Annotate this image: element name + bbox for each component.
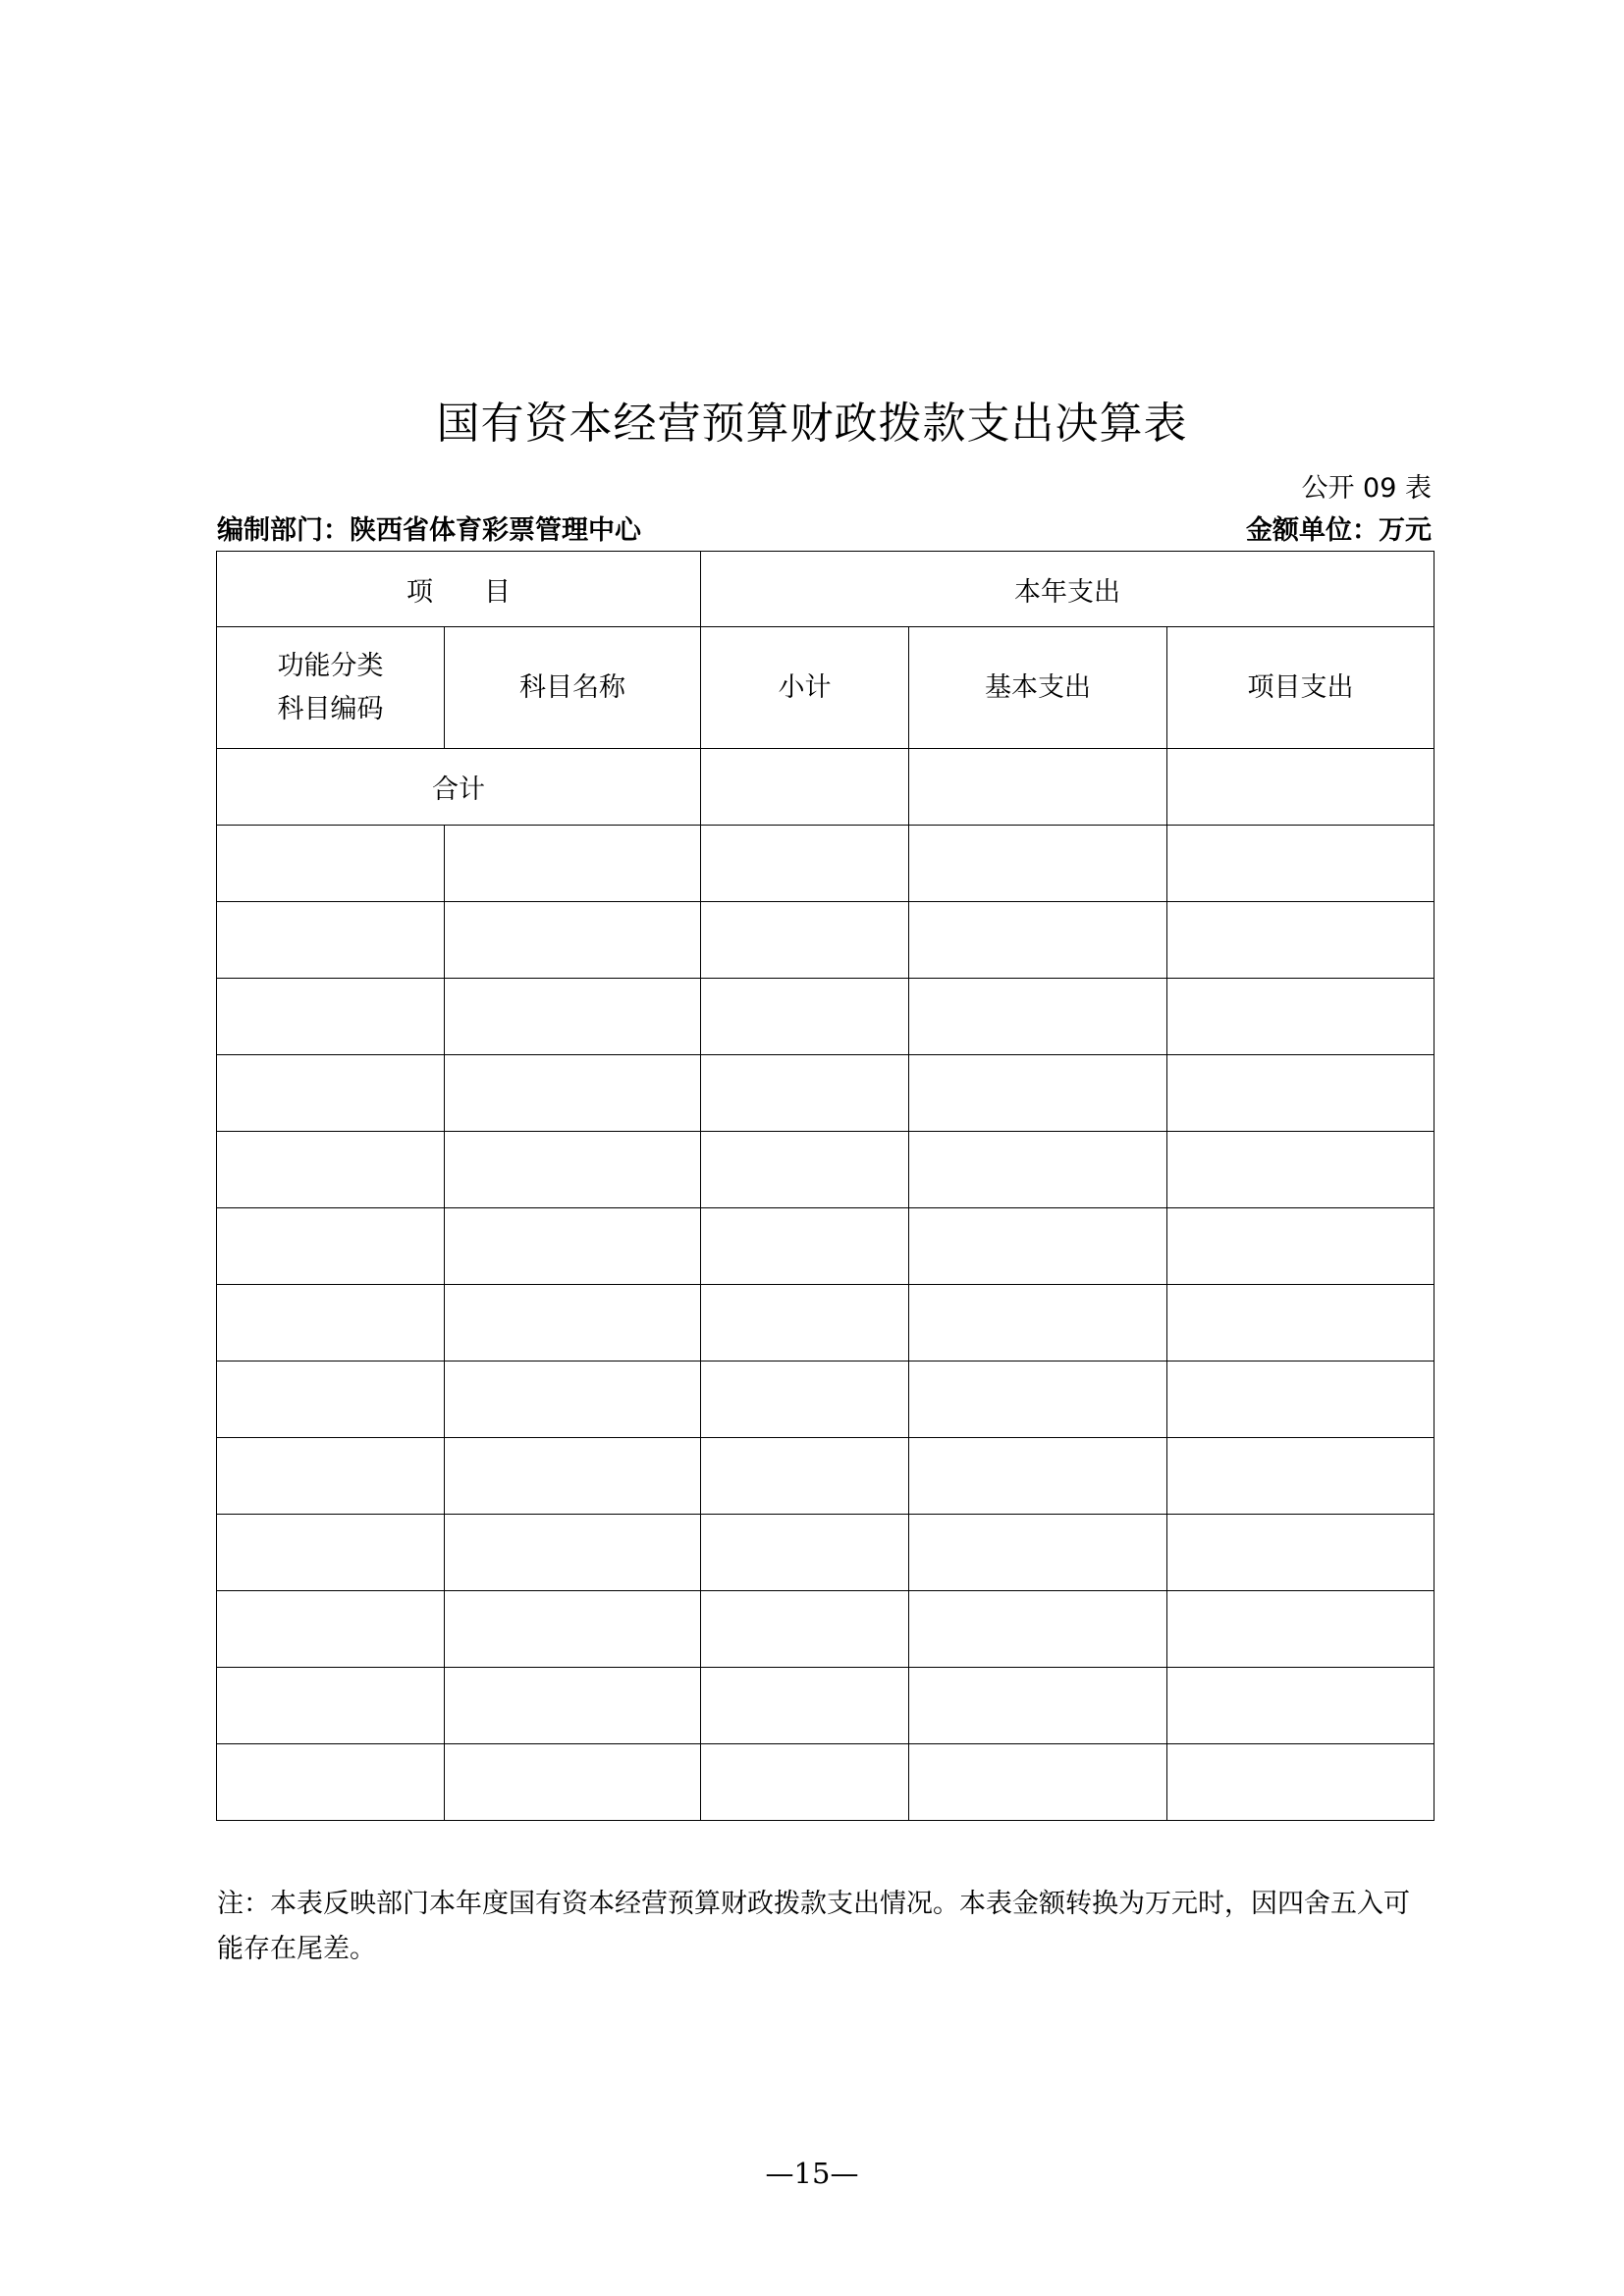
total-project-cell (1167, 749, 1435, 826)
header-current-year: 本年支出 (701, 552, 1435, 627)
basic-cell (909, 1591, 1167, 1668)
basic-cell (909, 1668, 1167, 1744)
project-cell (1167, 1744, 1435, 1821)
page-title: 国有资本经营预算财政拨款支出决算表 (436, 399, 1188, 449)
table-row (217, 1208, 1435, 1285)
table-row (217, 1515, 1435, 1591)
name-cell (445, 902, 701, 979)
col-basic-header: 基本支出 (909, 627, 1167, 749)
project-cell (1167, 902, 1435, 979)
project-cell (1167, 1285, 1435, 1362)
subtotal-cell (701, 1055, 909, 1132)
col-code-line2: 科目编码 (277, 693, 384, 724)
name-cell (445, 1438, 701, 1515)
basic-cell (909, 979, 1167, 1055)
basic-cell (909, 1362, 1167, 1438)
col-code-header (217, 627, 445, 749)
basic-cell (909, 902, 1167, 979)
table-row (217, 902, 1435, 979)
name-cell (445, 1208, 701, 1285)
code-cell (217, 1362, 445, 1438)
header-item-b: 目 (484, 576, 511, 608)
name-cell (445, 1668, 701, 1744)
header-row-1 (217, 552, 1435, 627)
subtotal-cell (701, 902, 909, 979)
name-cell (445, 1515, 701, 1591)
name-cell (445, 979, 701, 1055)
budget-table (216, 551, 1435, 1821)
subtotal-cell (701, 1132, 909, 1208)
table-row (217, 979, 1435, 1055)
project-cell (1167, 979, 1435, 1055)
basic-cell (909, 1438, 1167, 1515)
department-label: 编制部门：陕西省体育彩票管理中心 (217, 515, 641, 546)
basic-cell (909, 1744, 1167, 1821)
project-cell (1167, 1591, 1435, 1668)
project-cell (1167, 1132, 1435, 1208)
code-cell (217, 1055, 445, 1132)
name-cell (445, 1591, 701, 1668)
header-item-cell (217, 552, 701, 627)
form-number: 公开 09 表 (1301, 473, 1432, 504)
col-subtotal-header: 小计 (701, 627, 909, 749)
subtotal-cell (701, 1208, 909, 1285)
code-cell (217, 1591, 445, 1668)
subtotal-cell (701, 1362, 909, 1438)
table-row (217, 1438, 1435, 1515)
col-name-header: 科目名称 (445, 627, 701, 749)
table-row (217, 1285, 1435, 1362)
code-cell (217, 1438, 445, 1515)
header-row-2 (217, 627, 1435, 749)
project-cell (1167, 1208, 1435, 1285)
code-cell (217, 979, 445, 1055)
subtotal-cell (701, 1285, 909, 1362)
project-cell (1167, 1515, 1435, 1591)
basic-cell (909, 1208, 1167, 1285)
col-project-header: 项目支出 (1167, 627, 1435, 749)
subtotal-cell (701, 979, 909, 1055)
table-row (217, 1132, 1435, 1208)
name-cell (445, 1744, 701, 1821)
subtotal-cell (701, 1515, 909, 1591)
project-cell (1167, 1362, 1435, 1438)
subtotal-cell (701, 1438, 909, 1515)
code-cell (217, 902, 445, 979)
subtotal-cell (701, 826, 909, 902)
code-cell (217, 1208, 445, 1285)
name-cell (445, 1132, 701, 1208)
table-row (217, 1668, 1435, 1744)
table-row (217, 1362, 1435, 1438)
name-cell (445, 826, 701, 902)
name-cell (445, 1362, 701, 1438)
header-item-a: 项 (406, 576, 433, 608)
project-cell (1167, 1438, 1435, 1515)
page-number: —15— (765, 2157, 859, 2190)
code-cell (217, 1744, 445, 1821)
name-cell (445, 1055, 701, 1132)
total-basic-cell (909, 749, 1167, 826)
basic-cell (909, 826, 1167, 902)
total-label: 合计 (217, 749, 701, 826)
code-cell (217, 1668, 445, 1744)
total-subtotal-cell (701, 749, 909, 826)
basic-cell (909, 1055, 1167, 1132)
project-cell (1167, 1668, 1435, 1744)
basic-cell (909, 1132, 1167, 1208)
code-cell (217, 826, 445, 902)
code-cell (217, 1132, 445, 1208)
footnote: 注：本表反映部门本年度国有资本经营预算财政拨款支出情况。本表金额转换为万元时，因四舍五入可能存在尾差。 (217, 1889, 1410, 1964)
table-row (217, 1744, 1435, 1821)
subtotal-cell (701, 1668, 909, 1744)
project-cell (1167, 826, 1435, 902)
table-row (217, 1591, 1435, 1668)
basic-cell (909, 1285, 1167, 1362)
name-cell (445, 1285, 701, 1362)
table-row (217, 826, 1435, 902)
code-cell (217, 1515, 445, 1591)
subtotal-cell (701, 1744, 909, 1821)
table-row (217, 1055, 1435, 1132)
total-row (217, 749, 1435, 826)
basic-cell (909, 1515, 1167, 1591)
project-cell (1167, 1055, 1435, 1132)
col-code-line1: 功能分类 (277, 650, 384, 681)
code-cell (217, 1285, 445, 1362)
unit-label: 金额单位：万元 (1246, 515, 1432, 546)
subtotal-cell (701, 1591, 909, 1668)
